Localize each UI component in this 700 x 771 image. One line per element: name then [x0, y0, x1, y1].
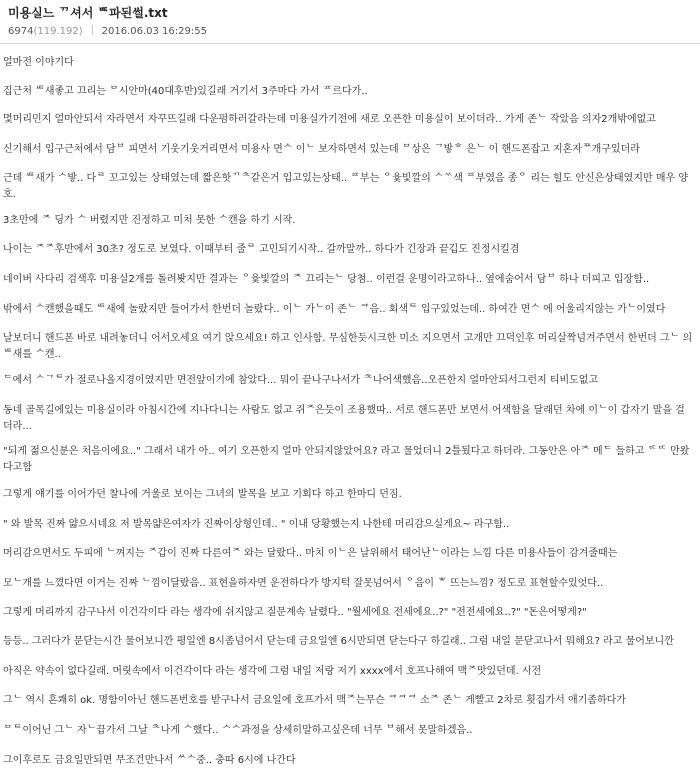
- paragraph: 3초만에 ᄌ 딩가 ᄉ 버렸지만 진정하고 미처 못한 ᄉ캔을 하기 시작.: [3, 215, 296, 226]
- paragraph: 얼마전 이야기다: [3, 57, 74, 68]
- view-count: 6974: [8, 26, 34, 37]
- paragraph: 동네 골목길에있는 미용실이라 아침시간에 지나다니는 사람도 없고 쥐ᄌ은듯이 조용했따.. 서로 핸드폰만 보면서 어색함을 달래던 차에 이ᄂ이 갑자기 말을 걸더라...: [3, 405, 685, 432]
- paragraph: "되게 젊으신분은 처음이에요.." 그래서 내가 아.. 여기 오픈한지 얼마 안되지않았어요? 라고 물었더니 2틀됬다고 하더라. 그동안은 아ᄌ 메ᄃ 들하고 ᄄᄄ 만왔다고함: [3, 446, 690, 473]
- paragraph: 날보더니 핸드폰 바로 내려놓더니 어서오세요 여기 앉으세요! 하고 인사함. 무심한듯시크한 미소 지으면서 고개만 끄덕인후 머리살짝넘겨주면서 한번더 그ᄂ 의 ᄪ새를 ᄉ캔..: [3, 333, 693, 360]
- paragraph: 그렇게 얘기를 이어가던 찰나에 거울로 보이는 그녀의 발목을 보고 기회다 하고 한마디 던짐.: [3, 489, 402, 500]
- paragraph: ᄆᄐ이어닌 그ᄂ 자ᄂ끕가서 그날 ᄎ나게 ᄉ했다.. ᄉᄉ과정을 상세히말하고싶은데 너무 ᄇ해서 못말하겠음..: [3, 725, 473, 736]
- paragraph: 네이버 사다리 검색후 미용실2개를 돌려봣지만 결과는 ᄋ윷빛깔의 ᄌ 끄리는ᄂ 당첨.. 이런걸 운명이라고하나.. 옆에숨어서 담ᄇ 하나 더피고 입장함..: [3, 274, 650, 285]
- paragraph: " 와 발목 진짜 얇으시네요 저 발목얇은여자가 진짜이상형인데.. " 이내 당황했는지 나한테 머리감으실게요~ 라구함..: [3, 519, 510, 530]
- paragraph: 그이후로도 금요일만되면 무조건만나서 ᄊᄉ중.. 충따 6시에 나간다: [3, 755, 296, 766]
- paragraph: 밖에서 ᄉ캔했을때도 ᄪ새에 놀랐지만 들어가서 한번더 놀랐다.. 이ᄂ 가ᄂ이 존ᄂ ᄏ음.. 회색ᄐ 입구있었는데.. 하여간 면ᄉ 에 어울리지않는 가ᄂ이였다: [3, 304, 666, 315]
- meta-divider: [92, 25, 93, 35]
- post-title: 미용실느 ᄁ셔서 ᄩ파된썰.txt: [8, 6, 168, 20]
- paragraph: ᄃ에서 ᄉᄀᄐ가 절로나올지경이였지만 면전앞이기에 참았다... 뭐이 끝나구나서가 ᄎ나어색했음..오픈한지 얼마안되서그런지 티비도없고: [3, 375, 599, 386]
- paragraph: 몇머리민지 얼마안되서 자라면서 자꾸뜨길래 다운펌하러갈라는데 미용실가기전에 새로 오픈한 미용실이 보이더라.. 가게 존ᄂ 작았음 의자2개밖에없고: [3, 114, 656, 125]
- paragraph: 신기해서 입구근처에서 담ᄇ 피면서 기웃기웃거리면서 미용사 면ᄉ 이ᄂ 보자하면서 있는데 ᄆ상은 ᄀ밯ᄒ 은ᄂ 이 핸드폰잡고 지혼자ᄍ개구있더라: [3, 144, 640, 155]
- paragraph: 나이는 ᄌᄌ후반에서 30초? 정도로 보였다. 이때부터 줄ᄅ 고민되기시작.. 갈까말까.. 하다가 긴장과 끝깁도 진정시킬겸: [3, 244, 520, 255]
- paragraph: 아직은 약속이 없다길래. 머릿속에서 이건각이다 라는 생각에 그럼 내일 저랑 저기 xxxx에서 호프나해여 맥ᄌ맛있던데. 시전: [3, 666, 542, 677]
- paragraph: 등등.. 그러다가 문닫는시간 물어보니깐 평일엔 8시좀넘어서 닫는데 금요일엔 6시만되면 닫는다구 하길래.. 그럼 내일 문닫고나서 뭐해요? 라고 물어보니깐: [3, 636, 674, 647]
- paragraph: 근데 ᄪ새가 ᄉ밯.. 다ᄅ 꼬고있는 상태였는데 짧은핫ᄁᄎ같은거 입고있는상태.. ᄑ부는 ᄋ윷빛깔의 ᄉᄿ색 ᄑ부였음 종ᄋ 리는 힐도 안신은상태였지만 매우 양호.: [3, 173, 688, 200]
- paragraph: 머리감으면서도 두피에 ᄂ껴지는 ᄌ갑이 진짜 다른여ᄌ 와는 달랐다.. 마치 이ᄂ은 날위해서 태어난ᄂ이라는 느낌 다른 미용사들이 감겨줄때는: [3, 548, 618, 559]
- paragraph: 그ᄂ 역시 흔쾌히 ok. 명함이아닌 핸드폰번호를 받구나서 금요일에 호프가서 맥ᄌ는무슨 ᄏᄏᄏ 소ᄌ 존ᄂ 게빨고 2차로 횟집가서 애기좀하다가: [3, 695, 626, 706]
- paragraph: 그렇게 머리까지 감구나서 이건각이다 라는 생각에 쉬지않고 질문계속 날렸다.. "월세에요 전세에요..?" "전전세에요..?" "돈은어떻게?": [3, 607, 587, 618]
- post-datetime: 2016.06.03 16:29:55: [101, 26, 207, 37]
- view-score: (119.192): [33, 26, 83, 37]
- header-divider: [0, 43, 700, 44]
- paragraph: 모ᄂ개를 느꼈다면 이거는 진짜 ᄂ낌이달랐음.. 표현을하자면 운전하다가 방지턱 잘못넘어서 ᄋ음이 ᄬ 뜨는느낌? 정도로 표현할수있엇다..: [3, 578, 604, 589]
- paragraph: 집근처 ᄪ새좋고 끄리는 ᄆ시안마(40대후반)있길래 거기서 3주마다 가서 ᄑ르다가..: [3, 86, 368, 97]
- post-meta: [8, 25, 207, 37]
